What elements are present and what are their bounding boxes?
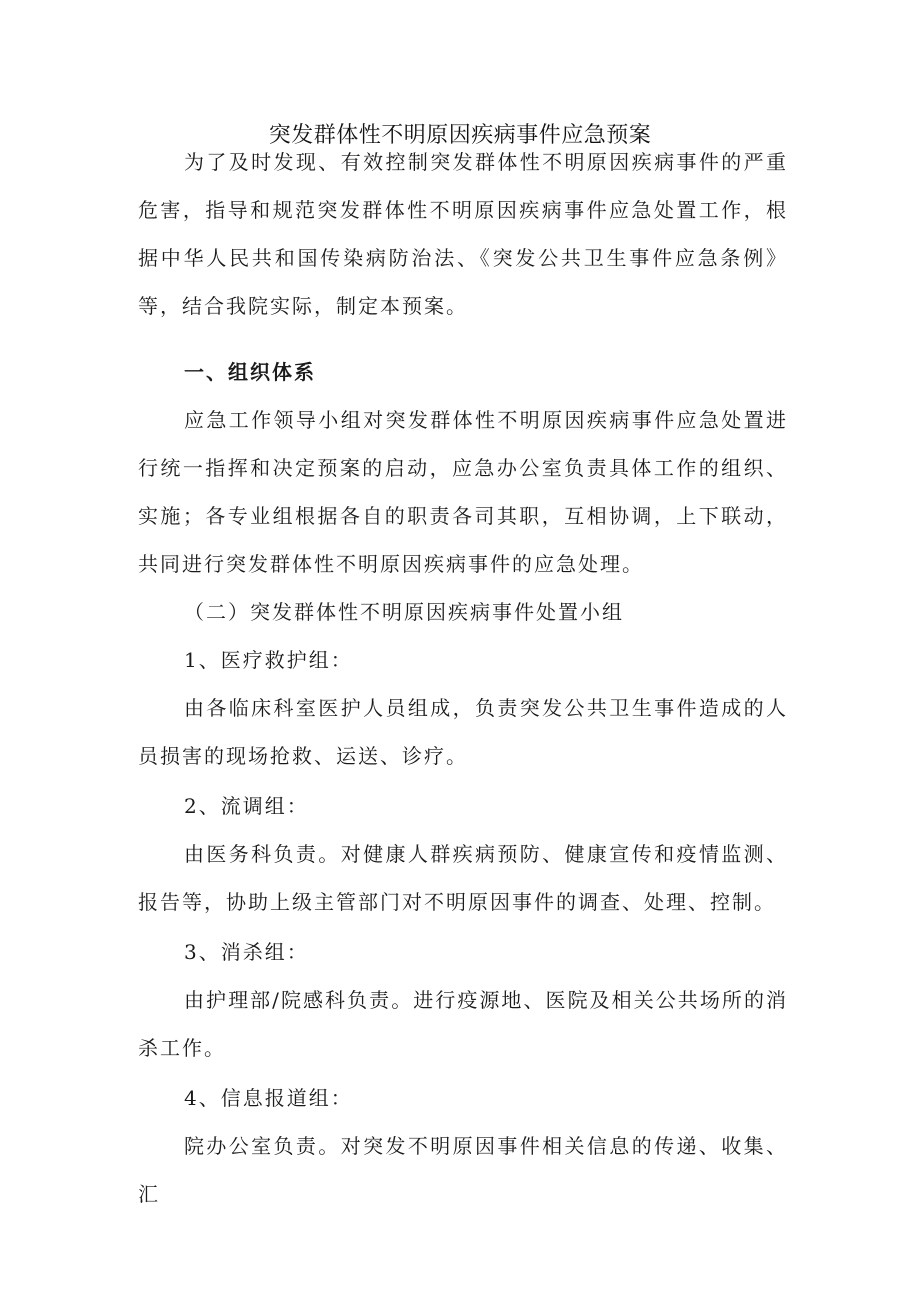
section-heading-organization: 一、组织体系	[184, 360, 316, 384]
intro-paragraph: 为了及时发现、有效控制突发群体性不明原因疾病事件的严重危害，指导和规范突发群体性不明原因疾病事件应急处置工作，根据中华人民共和国传染病防治法、《突发公共卫生事件应急条例》等，结合我院实际，制定本预案。	[138, 150, 788, 318]
group-body-information: 院办公室负责。对突发不明原因事件相关信息的传递、收集、汇	[138, 1134, 788, 1206]
group-body-disinfection: 由护理部/院感科负责。进行疫源地、医院及相关公共场所的消杀工作。	[138, 988, 788, 1060]
group-heading-epidemiology: 2、流调组：	[184, 794, 309, 818]
group-body-epidemiology: 由医务科负责。对健康人群疾病预防、健康宣传和疫情监测、报告等，协助上级主管部门对不明原因事件的调查、处理、控制。	[138, 842, 788, 914]
group-heading-information: 4、信息报道组：	[184, 1086, 353, 1110]
group-heading-medical: 1、医疗救护组：	[184, 648, 353, 672]
subsection-heading-groups: （二）突发群体性不明原因疾病事件处置小组	[184, 600, 624, 624]
group-heading-disinfection: 3、消杀组：	[184, 940, 309, 964]
document-title: 突发群体性不明原因疾病事件应急预案	[268, 123, 652, 148]
organization-paragraph: 应急工作领导小组对突发群体性不明原因疾病事件应急处置进行统一指挥和决定预案的启动，应急办公室负责具体工作的组织、实施；各专业组根据各自的职责各司其职，互相协调，上下联动，共同进行突发群体性不明原因疾病事件的应急处理。	[138, 408, 788, 576]
group-body-medical: 由各临床科室医护人员组成，负责突发公共卫生事件造成的人员损害的现场抢救、运送、诊疗。	[138, 696, 788, 768]
